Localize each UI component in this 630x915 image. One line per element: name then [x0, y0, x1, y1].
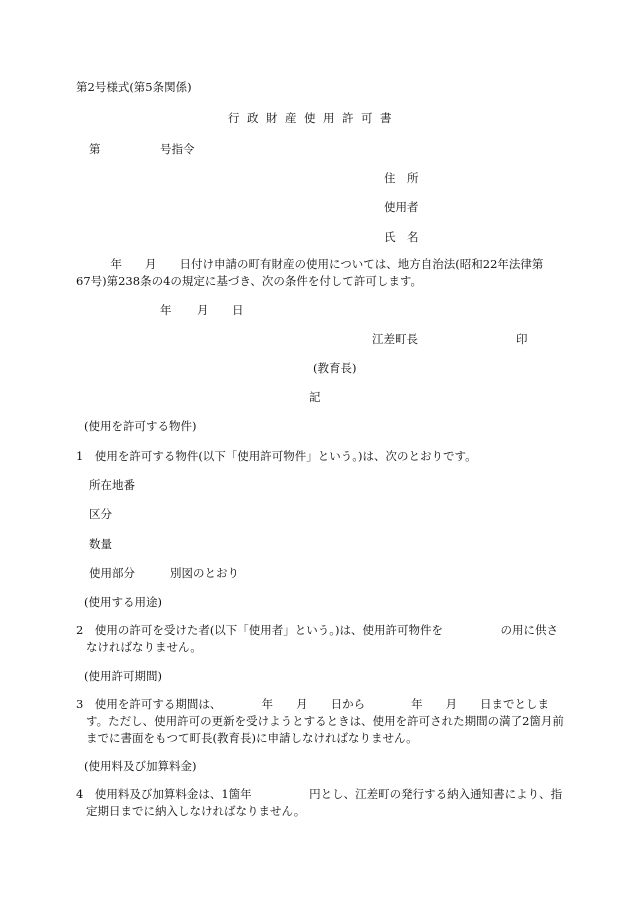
- issue-date-month: 月: [197, 303, 209, 317]
- purpose-heading: (使用する用途): [84, 595, 162, 609]
- form-label: 第2号様式(第5条関係): [76, 80, 192, 94]
- number-suffix: 号指令: [160, 142, 195, 156]
- seal-mark: 印: [516, 332, 528, 346]
- item-3: 3 使用を許可する期間は、 年 月 日から 年 月 日までとします。ただし、使用許可の更新を受けようとするときは、使用を許可された期間の満了2箇月前までに書面をもつて町長(教育長)に申請しなければなりません。: [76, 697, 564, 745]
- intro-paragraph: 年 月 日付け申請の町有財産の使用については、地方自治法(昭和22年法律第67号)第238条の4の規定に基づき、次の条件を付して許可します。: [76, 257, 544, 288]
- property-heading: (使用を許可する物件): [84, 419, 197, 433]
- superintendent-title: (教育長): [313, 361, 357, 375]
- category-label: 区分: [89, 507, 112, 521]
- mayor-title: 江差町長: [372, 332, 418, 346]
- item-4: 4 使用料及び加算料金は、1箇年 円とし、江差町の発行する納入通知書により、指定期日までに納入しなければなりません。: [76, 787, 563, 818]
- item-2: 2 使用の許可を受けた者(以下「使用者」という。)は、使用許可物件を の用に供さなければなりません。: [76, 623, 559, 654]
- usage-part-value: 別図のとおり: [170, 566, 239, 580]
- name-label: 氏 名: [384, 230, 419, 244]
- quantity-label: 数量: [89, 537, 112, 551]
- issue-date-day: 日: [232, 303, 244, 317]
- usage-part-label: 使用部分: [89, 566, 135, 580]
- period-heading: (使用許可期間): [84, 669, 162, 683]
- issue-date-year: 年: [160, 303, 172, 317]
- location-label: 所在地番: [89, 478, 135, 492]
- ki-label: 記: [309, 390, 321, 404]
- number-prefix: 第: [89, 142, 101, 156]
- document-title: 行政財産使用許可書: [228, 111, 399, 125]
- fee-heading: (使用料及び加算料金): [84, 759, 197, 773]
- item-1: 1 使用を許可する物件(以下「使用許可物件」という。)は、次のとおりです。: [76, 449, 477, 463]
- address-label: 住 所: [384, 171, 419, 185]
- user-label: 使用者: [384, 200, 419, 214]
